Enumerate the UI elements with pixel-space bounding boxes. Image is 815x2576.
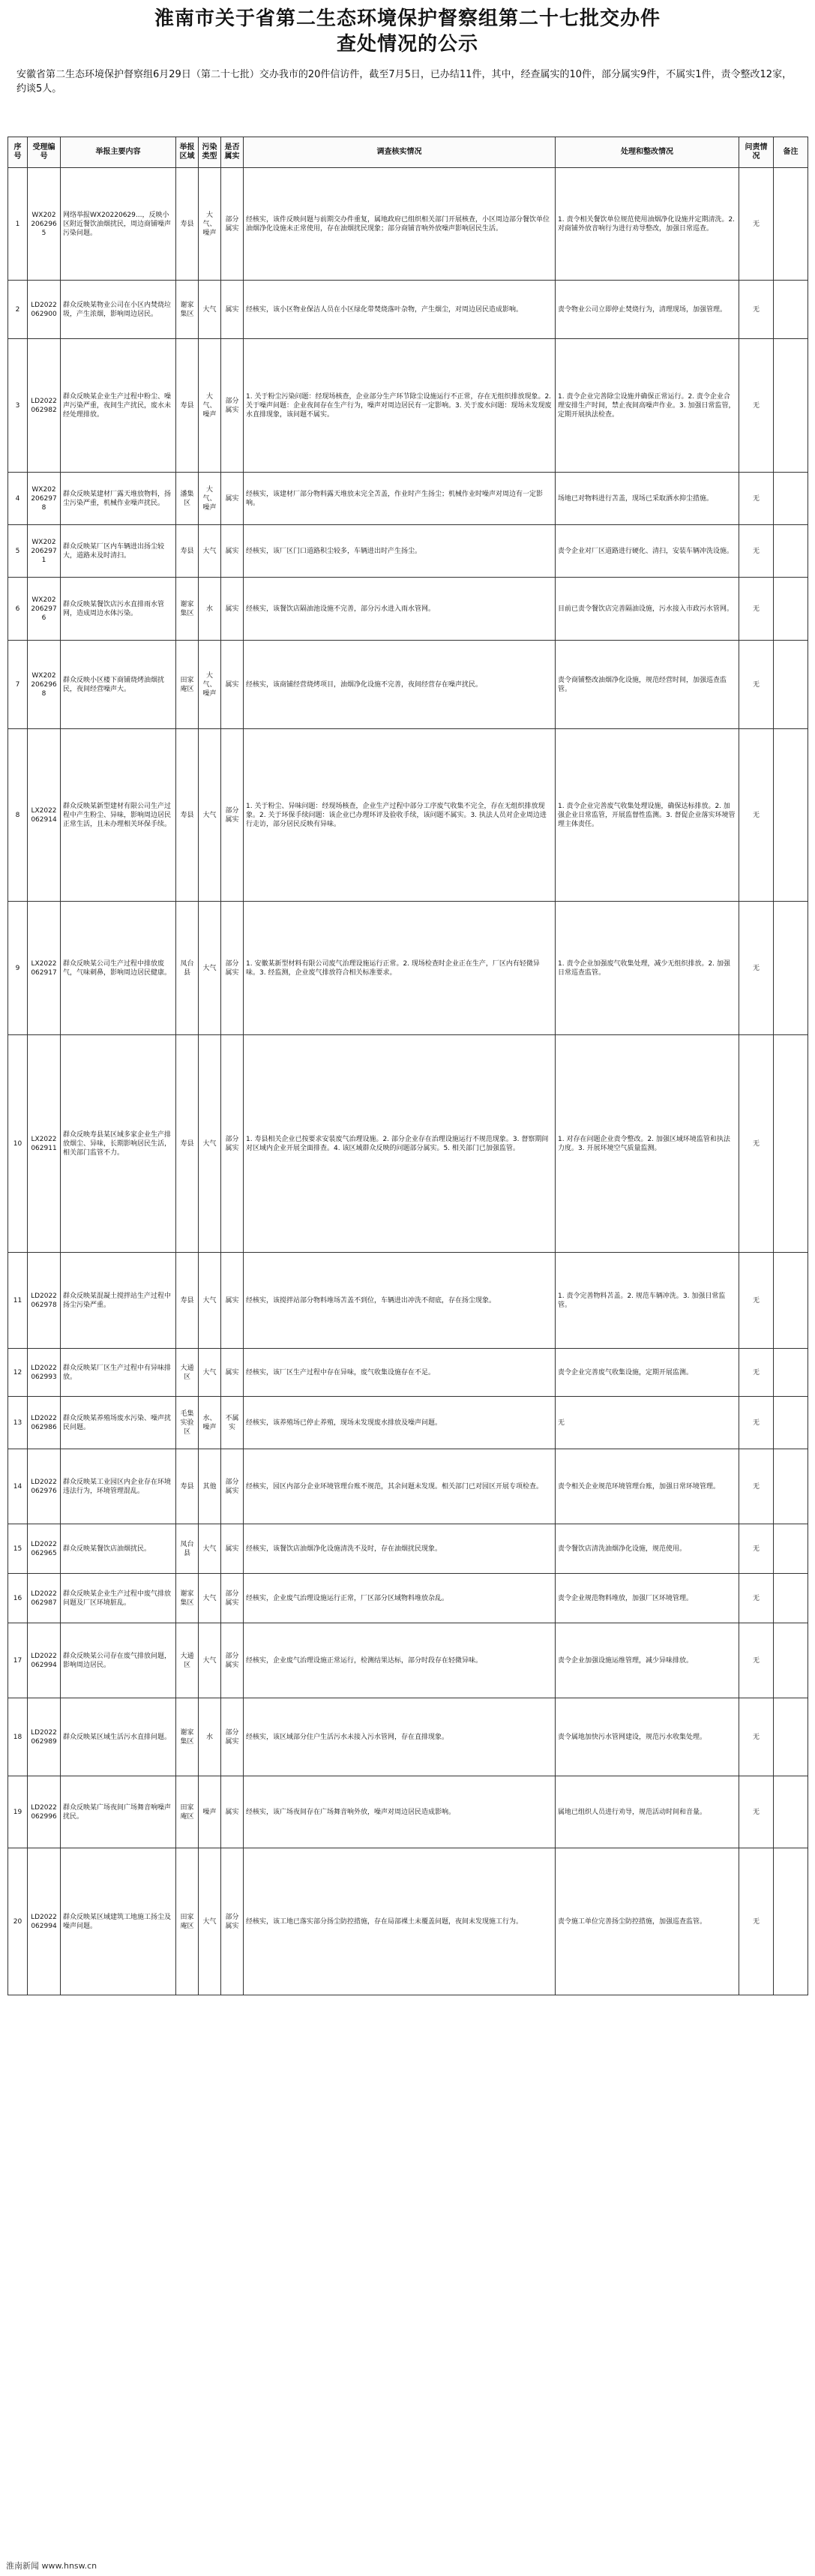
header-region: 举报区域 — [176, 137, 199, 168]
investigation-text: 1. 关于粉尘污染问题：经现场核查，企业部分生产环节除尘设施运行不正常，存在无组织排放现象。2. 关于噪声问题：企业夜间存在生产行为，噪声对周边居民有一定影响。3. 关于废水问题：现场未发现废水直排现象，该问题不属实。 — [244, 339, 556, 473]
table-row — [8, 1449, 808, 1524]
investigation-text: 经核实，该搅拌站部分物料堆场苫盖不到位，车辆进出冲洗不彻底，存在扬尘现象。 — [244, 1253, 556, 1349]
table-row — [8, 1349, 808, 1397]
table-row — [8, 1848, 808, 1995]
table-row — [8, 729, 808, 902]
page-title — [0, 6, 815, 57]
investigation-text: 经核实，该餐饮店油烟净化设施清洗不及时，存在油烟扰民现象。 — [244, 1524, 556, 1574]
accountability: 无 — [739, 1253, 774, 1349]
investigation-text: 经核实，该餐饮店隔油池设施不完善，部分污水进入雨水管网。 — [244, 578, 556, 641]
table-row — [8, 1776, 808, 1848]
pollution-type: 大气 — [199, 525, 221, 578]
complaint-text: 群众反映某广场夜间广场舞音响噪声扰民。 — [61, 1776, 176, 1848]
accountability: 无 — [739, 1776, 774, 1848]
verified-status: 属实 — [221, 525, 244, 578]
region: 寿县 — [176, 339, 199, 473]
complaint-text: 群众反映某餐饮店油烟扰民。 — [61, 1524, 176, 1574]
pollution-type: 大气 — [199, 1848, 221, 1995]
row-number: 15 — [8, 1524, 28, 1574]
complaint-text: 群众反映某区域建筑工地施工扬尘及噪声问题。 — [61, 1848, 176, 1995]
accountability: 无 — [739, 1848, 774, 1995]
accountability: 无 — [739, 1623, 774, 1698]
header-handling: 处理和整改情况 — [556, 137, 739, 168]
remark — [774, 1449, 808, 1524]
remark — [774, 1349, 808, 1397]
remark — [774, 525, 808, 578]
handling-text: 1. 责令企业加强废气收集处理，减少无组织排放。2. 加强日常巡查监管。 — [556, 902, 739, 1035]
handling-text: 责令商铺整改油烟净化设施，规范经营时间，加强巡查监管。 — [556, 641, 739, 729]
verified-status: 部分属实 — [221, 1698, 244, 1776]
handling-text: 1. 责令企业完善除尘设施并确保正常运行。2. 责令企业合理安排生产时间，禁止夜间高噪声作业。3. 加强日常监管，定期开展执法检查。 — [556, 339, 739, 473]
investigation-text: 经核实，该小区物业保洁人员在小区绿化带焚烧落叶杂物，产生烟尘，对周边居民造成影响。 — [244, 281, 556, 339]
table-header-row — [8, 137, 808, 168]
row-number: 9 — [8, 902, 28, 1035]
accountability: 无 — [739, 473, 774, 525]
remark — [774, 1035, 808, 1253]
complaint-text: 群众反映某企业生产过程中废气排放问题及厂区环境脏乱。 — [61, 1574, 176, 1623]
remark — [774, 1698, 808, 1776]
accountability: 无 — [739, 281, 774, 339]
row-number: 12 — [8, 1349, 28, 1397]
row-number: 3 — [8, 339, 28, 473]
table-row — [8, 578, 808, 641]
complaint-text: 群众反映某厂区生产过程中有异味排放。 — [61, 1349, 176, 1397]
complaint-text: 群众反映某公司存在废气排放问题，影响周边居民。 — [61, 1623, 176, 1698]
handling-text: 责令属地加快污水管网建设，规范污水收集处理。 — [556, 1698, 739, 1776]
region: 寿县 — [176, 1035, 199, 1253]
case-id: LD2022062996 — [28, 1776, 61, 1848]
handling-text: 责令餐饮店清洗油烟净化设施，规范使用。 — [556, 1524, 739, 1574]
pollution-type: 大气 — [199, 1623, 221, 1698]
investigation-text: 经核实，该养殖场已停止养殖，现场未发现废水排放及噪声问题。 — [244, 1397, 556, 1449]
header-no: 序号 — [8, 137, 28, 168]
complaint-text: 群众反映某餐饮店污水直排雨水管网，造成周边水体污染。 — [61, 578, 176, 641]
table-row — [8, 1397, 808, 1449]
investigation-text: 经核实，该广场夜间存在广场舞音响外放，噪声对周边居民造成影响。 — [244, 1776, 556, 1848]
case-id: LX2022062917 — [28, 902, 61, 1035]
accountability: 无 — [739, 1524, 774, 1574]
row-number: 14 — [8, 1449, 28, 1524]
complaint-text: 群众反映某厂区内车辆进出扬尘较大，道路未及时清扫。 — [61, 525, 176, 578]
complaint-text: 群众反映小区楼下商铺烧烤油烟扰民，夜间经营噪声大。 — [61, 641, 176, 729]
row-number: 16 — [8, 1574, 28, 1623]
pollution-type: 大气 — [199, 1349, 221, 1397]
accountability: 无 — [739, 578, 774, 641]
accountability: 无 — [739, 1349, 774, 1397]
handling-text: 责令企业完善废气收集设施，定期开展监测。 — [556, 1349, 739, 1397]
investigation-text: 经核实，该工地已落实部分扬尘防控措施，存在局部裸土未覆盖问题，夜间未发现施工行为。 — [244, 1848, 556, 1995]
complaint-text: 群众反映某混凝土搅拌站生产过程中扬尘污染严重。 — [61, 1253, 176, 1349]
pollution-type: 水、噪声 — [199, 1397, 221, 1449]
case-id: LD2022062978 — [28, 1253, 61, 1349]
pollution-type: 其他 — [199, 1449, 221, 1524]
handling-text: 责令施工单位完善扬尘防控措施，加强巡查监管。 — [556, 1848, 739, 1995]
region: 寿县 — [176, 1449, 199, 1524]
investigation-text: 经核实，企业废气治理设施正常运行，检测结果达标，部分时段存在轻微异味。 — [244, 1623, 556, 1698]
remark — [774, 1574, 808, 1623]
pollution-type: 大气 — [199, 729, 221, 902]
case-id: LD2022062989 — [28, 1698, 61, 1776]
header-accountability: 问责情况 — [739, 137, 774, 168]
accountability: 无 — [739, 1698, 774, 1776]
case-id: WX2022062965 — [28, 168, 61, 281]
complaint-text: 网络举报WX20220629...，反映小区附近餐饮油烟扰民，周边商铺噪声污染问题。 — [61, 168, 176, 281]
pollution-type: 大气 — [199, 1524, 221, 1574]
row-number: 19 — [8, 1776, 28, 1848]
accountability: 无 — [739, 168, 774, 281]
handling-text: 1. 对存在问题企业责令整改。2. 加强区域环境监管和执法力度。3. 开展环境空气质量监测。 — [556, 1035, 739, 1253]
accountability: 无 — [739, 1397, 774, 1449]
pollution-type: 噪声 — [199, 1776, 221, 1848]
row-number: 10 — [8, 1035, 28, 1253]
remark — [774, 902, 808, 1035]
accountability: 无 — [739, 1035, 774, 1253]
pollution-type: 大气 — [199, 281, 221, 339]
region: 凤台县 — [176, 902, 199, 1035]
table-row — [8, 641, 808, 729]
investigation-text: 经核实，该建材厂部分物料露天堆放未完全苫盖，作业时产生扬尘；机械作业时噪声对周边有一定影响。 — [244, 473, 556, 525]
remark — [774, 641, 808, 729]
complaint-text: 群众反映某建材厂露天堆放物料，扬尘污染严重，机械作业噪声扰民。 — [61, 473, 176, 525]
header-id: 受理编号 — [28, 137, 61, 168]
remark — [774, 339, 808, 473]
verified-status: 部分属实 — [221, 902, 244, 1035]
complaint-text: 群众反映寿县某区域多家企业生产排放烟尘、异味，长期影响居民生活，相关部门监管不力。 — [61, 1035, 176, 1253]
region: 寿县 — [176, 1253, 199, 1349]
table-row — [8, 1574, 808, 1623]
complaint-text: 群众反映某企业生产过程中粉尘、噪声污染严重，夜间生产扰民，废水未经处理排放。 — [61, 339, 176, 473]
pollution-type: 大气 — [199, 1574, 221, 1623]
complaint-text: 群众反映某公司生产过程中排放废气，气味刺鼻，影响周边居民健康。 — [61, 902, 176, 1035]
intro-paragraph: 安徽省第二生态环境保护督察组6月29日（第二十七批）交办我市的20件信访件，截至7月5日，已办结11件，其中，经查属实的10件，部分属实9件，不属实1件，责令整改12家，约谈5人。 — [16, 69, 793, 95]
investigation-text: 1. 关于粉尘、异味问题：经现场核查，企业生产过程中部分工序废气收集不完全，存在无组织排放现象。2. 关于环保手续问题：该企业已办理环评及验收手续，该问题不属实。3. 执法人员对企业周边进行走访，部分居民反映有异味。 — [244, 729, 556, 902]
row-number: 13 — [8, 1397, 28, 1449]
region: 寿县 — [176, 525, 199, 578]
handling-text: 属地已组织人员进行劝导，规范活动时间和音量。 — [556, 1776, 739, 1848]
verified-status: 属实 — [221, 281, 244, 339]
remark — [774, 1776, 808, 1848]
table-row — [8, 1524, 808, 1574]
accountability: 无 — [739, 641, 774, 729]
verified-status: 部分属实 — [221, 1035, 244, 1253]
row-number: 2 — [8, 281, 28, 339]
case-id: LD2022062900 — [28, 281, 61, 339]
verified-status: 属实 — [221, 1349, 244, 1397]
row-number: 11 — [8, 1253, 28, 1349]
case-id: LD2022062982 — [28, 339, 61, 473]
pollution-type: 大气、噪声 — [199, 168, 221, 281]
verified-status: 部分属实 — [221, 1848, 244, 1995]
table-row — [8, 1253, 808, 1349]
case-id: WX2022062968 — [28, 641, 61, 729]
verified-status: 属实 — [221, 1253, 244, 1349]
verified-status: 部分属实 — [221, 339, 244, 473]
handling-text: 场地已对物料进行苫盖，现场已采取洒水抑尘措施。 — [556, 473, 739, 525]
table-row — [8, 1623, 808, 1698]
watermark: 淮南新闻 www.hnsw.cn — [6, 2561, 97, 2571]
table-row — [8, 281, 808, 339]
handling-text: 责令企业加强设施运维管理，减少异味排放。 — [556, 1623, 739, 1698]
case-id: WX2022062971 — [28, 525, 61, 578]
header-remark: 备注 — [774, 137, 808, 168]
region: 田家庵区 — [176, 1848, 199, 1995]
pollution-type: 大气、噪声 — [199, 339, 221, 473]
investigation-text: 经核实，该商铺经营烧烤项目，油烟净化设施不完善，夜间经营存在噪声扰民。 — [244, 641, 556, 729]
pollution-type: 水 — [199, 1698, 221, 1776]
region: 寿县 — [176, 729, 199, 902]
case-id: WX2022062978 — [28, 473, 61, 525]
case-id: LX2022062911 — [28, 1035, 61, 1253]
region: 大通区 — [176, 1623, 199, 1698]
verified-status: 属实 — [221, 578, 244, 641]
region: 田家庵区 — [176, 1776, 199, 1848]
row-number: 20 — [8, 1848, 28, 1995]
case-id: LD2022062986 — [28, 1397, 61, 1449]
region: 谢家集区 — [176, 281, 199, 339]
table-body — [8, 168, 808, 1995]
title-line-2: 查处情况的公示 — [336, 33, 478, 56]
handling-text: 责令企业规范物料堆放，加强厂区环境管理。 — [556, 1574, 739, 1623]
handling-text: 1. 责令企业完善废气收集处理设施，确保达标排放。2. 加强企业日常监管，开展监督性监测。3. 督促企业落实环境管理主体责任。 — [556, 729, 739, 902]
complaint-text: 群众反映某区域生活污水直排问题。 — [61, 1698, 176, 1776]
table-row — [8, 1698, 808, 1776]
region: 谢家集区 — [176, 1574, 199, 1623]
row-number: 4 — [8, 473, 28, 525]
investigation-text: 经核实，该件反映问题与前期交办件重复，属地政府已组织相关部门开展核查，小区周边部分餐饮单位油烟净化设施未正常使用，存在油烟扰民现象；部分商铺音响外放噪声影响居民生活。 — [244, 168, 556, 281]
complaint-text: 群众反映某工业园区内企业存在环境违法行为，环境管理混乱。 — [61, 1449, 176, 1524]
verified-status: 部分属实 — [221, 729, 244, 902]
table-row — [8, 473, 808, 525]
region: 凤台县 — [176, 1524, 199, 1574]
remark — [774, 729, 808, 902]
pollution-type: 大气、噪声 — [199, 473, 221, 525]
header-type: 污染类型 — [199, 137, 221, 168]
remark — [774, 1623, 808, 1698]
remark — [774, 578, 808, 641]
remark — [774, 1848, 808, 1995]
pollution-type: 大气、噪声 — [199, 641, 221, 729]
investigation-text: 经核实，该厂区门口道路积尘较多，车辆进出时产生扬尘。 — [244, 525, 556, 578]
case-id: WX2022062976 — [28, 578, 61, 641]
verified-status: 属实 — [221, 473, 244, 525]
accountability: 无 — [739, 729, 774, 902]
remark — [774, 1524, 808, 1574]
region: 谢家集区 — [176, 1698, 199, 1776]
title-line-1: 淮南市关于省第二生态环境保护督察组第二十七批交办件 — [154, 8, 661, 30]
verified-status: 属实 — [221, 1776, 244, 1848]
row-number: 7 — [8, 641, 28, 729]
handling-text: 1. 责令完善物料苫盖。2. 规范车辆冲洗。3. 加强日常监管。 — [556, 1253, 739, 1349]
case-id: LD2022062994 — [28, 1848, 61, 1995]
complaint-text: 群众反映某新型建材有限公司生产过程中产生粉尘、异味，影响周边居民正常生活，且未办理相关环保手续。 — [61, 729, 176, 902]
handling-text: 目前已责令餐饮店完善隔油设施，污水接入市政污水管网。 — [556, 578, 739, 641]
header-investigation: 调查核实情况 — [244, 137, 556, 168]
table-row — [8, 339, 808, 473]
region: 大通区 — [176, 1349, 199, 1397]
accountability: 无 — [739, 902, 774, 1035]
verified-status: 部分属实 — [221, 168, 244, 281]
row-number: 1 — [8, 168, 28, 281]
case-id: LD2022062987 — [28, 1574, 61, 1623]
cases-table — [7, 137, 808, 1995]
investigation-text: 经核实，该厂区生产过程中存在异味，废气收集设施存在不足。 — [244, 1349, 556, 1397]
investigation-text: 经核实，企业废气治理设施运行正常，厂区部分区域物料堆放杂乱。 — [244, 1574, 556, 1623]
verified-status: 部分属实 — [221, 1574, 244, 1623]
table-row — [8, 902, 808, 1035]
region: 毛集实验区 — [176, 1397, 199, 1449]
row-number: 17 — [8, 1623, 28, 1698]
verified-status: 属实 — [221, 1524, 244, 1574]
row-number: 6 — [8, 578, 28, 641]
accountability: 无 — [739, 1574, 774, 1623]
case-id: LD2022062993 — [28, 1349, 61, 1397]
case-id: LD2022062965 — [28, 1524, 61, 1574]
handling-text: 责令相关企业规范环境管理台账，加强日常环境管理。 — [556, 1449, 739, 1524]
region: 寿县 — [176, 168, 199, 281]
case-id: LX2022062914 — [28, 729, 61, 902]
handling-text: 无 — [556, 1397, 739, 1449]
row-number: 8 — [8, 729, 28, 902]
remark — [774, 1253, 808, 1349]
region: 谢家集区 — [176, 578, 199, 641]
remark — [774, 473, 808, 525]
table-row — [8, 1035, 808, 1253]
accountability: 无 — [739, 525, 774, 578]
investigation-text: 经核实，园区内部分企业环境管理台账不规范，其余问题未发现。相关部门已对园区开展专项检查。 — [244, 1449, 556, 1524]
complaint-text: 群众反映某物业公司在小区内焚烧垃圾，产生浓烟，影响周边居民。 — [61, 281, 176, 339]
handling-text: 责令物业公司立即停止焚烧行为，清理现场，加强管理。 — [556, 281, 739, 339]
accountability: 无 — [739, 339, 774, 473]
investigation-text: 经核实，该区域部分住户生活污水未接入污水管网，存在直排现象。 — [244, 1698, 556, 1776]
handling-text: 责令企业对厂区道路进行硬化、清扫，安装车辆冲洗设施。 — [556, 525, 739, 578]
case-id: LD2022062994 — [28, 1623, 61, 1698]
case-id: LD2022062976 — [28, 1449, 61, 1524]
region: 田家庵区 — [176, 641, 199, 729]
verified-status: 部分属实 — [221, 1623, 244, 1698]
pollution-type: 大气 — [199, 1253, 221, 1349]
verified-status: 不属实 — [221, 1397, 244, 1449]
table-row — [8, 525, 808, 578]
remark — [774, 1397, 808, 1449]
complaint-text: 群众反映某养殖场废水污染、噪声扰民问题。 — [61, 1397, 176, 1449]
row-number: 18 — [8, 1698, 28, 1776]
handling-text: 1. 责令相关餐饮单位规范使用油烟净化设施并定期清洗。2. 对商铺外放音响行为进行劝导整改，加强日常巡查。 — [556, 168, 739, 281]
header-complaint: 举报主要内容 — [61, 137, 176, 168]
row-number: 5 — [8, 525, 28, 578]
region: 潘集区 — [176, 473, 199, 525]
pollution-type: 大气 — [199, 902, 221, 1035]
remark — [774, 168, 808, 281]
table-row — [8, 168, 808, 281]
pollution-type: 水 — [199, 578, 221, 641]
investigation-text: 1. 寿县相关企业已按要求安装废气治理设施。2. 部分企业存在治理设施运行不规范现象。3. 督察期间对区域内企业开展全面排查。4. 该区域群众反映的问题部分属实。5. 相关部门已加强监管。 — [244, 1035, 556, 1253]
investigation-text: 1. 安徽某新型材料有限公司废气治理设施运行正常。2. 现场检查时企业正在生产，厂区内有轻微异味。3. 经监测，企业废气排放符合相关标准要求。 — [244, 902, 556, 1035]
remark — [774, 281, 808, 339]
accountability: 无 — [739, 1449, 774, 1524]
pollution-type: 大气 — [199, 1035, 221, 1253]
verified-status: 部分属实 — [221, 1449, 244, 1524]
verified-status: 属实 — [221, 641, 244, 729]
header-verified: 是否属实 — [221, 137, 244, 168]
